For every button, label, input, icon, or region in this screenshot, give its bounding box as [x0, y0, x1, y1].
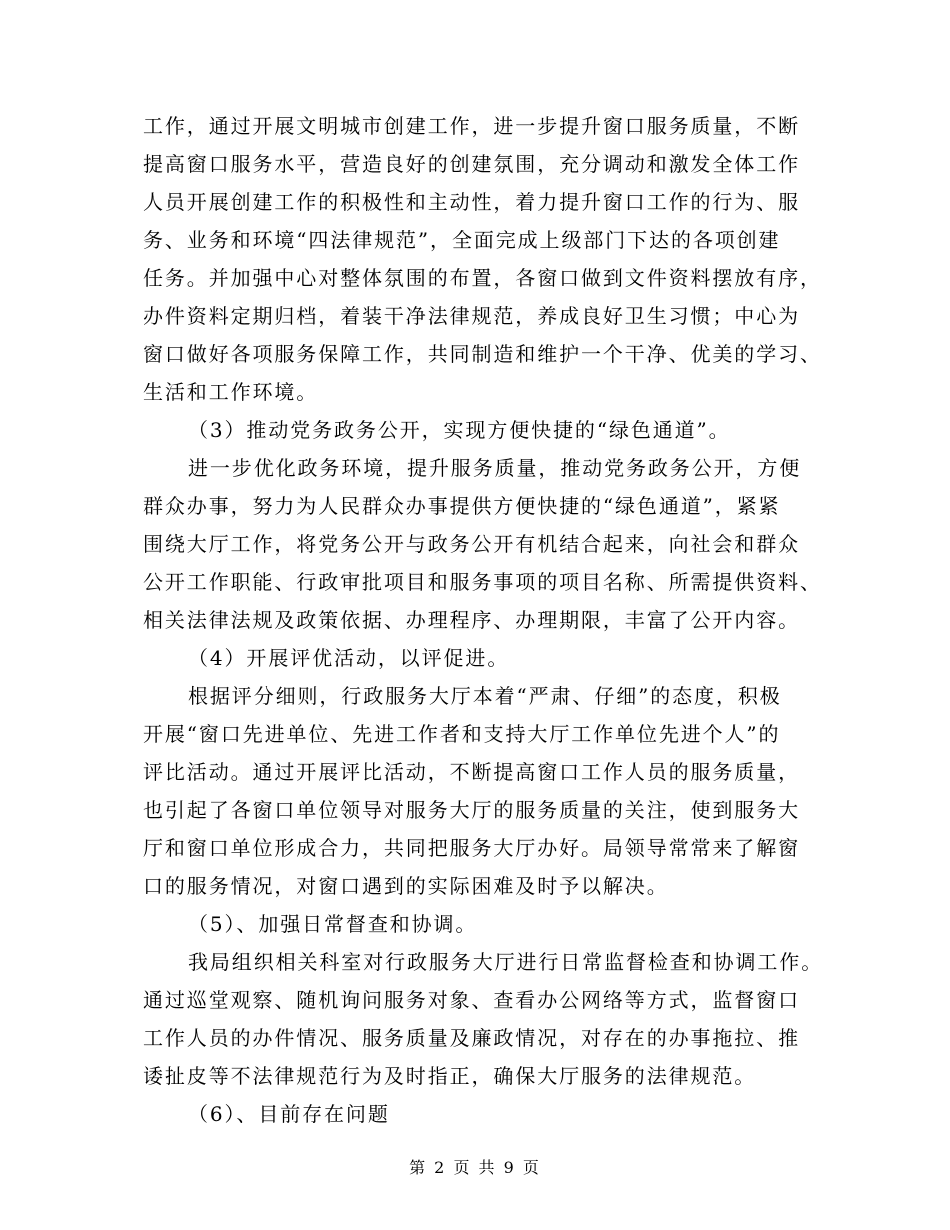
text-line: 群众办事，努力为人民群众办事提供方便快捷的“绿色通道”，紧紧: [143, 494, 781, 518]
text-line: 提高窗口服务水平，营造良好的创建氛围，充分调动和激发全体工作: [143, 152, 800, 176]
text-line: 公开工作职能、行政审批项目和服务事项的项目名称、所需提供资料、: [143, 570, 822, 594]
page-number-footer: 第 2 页 共 9 页: [409, 1158, 541, 1177]
text-line: 诿扯皮等不法律规范行为及时指正，确保大厅服务的法律规范。: [143, 1064, 757, 1088]
text-line: 工作人员的办件情况、服务质量及廉政情况，对存在的办事拖拉、推: [143, 1026, 800, 1050]
section-heading: （3）推动党务政务公开，实现方便快捷的“绿色通道”。: [188, 418, 731, 442]
text-line: 任务。并加强中心对整体氛围的布置，各窗口做到文件资料摆放有序，: [143, 266, 822, 290]
text-line: 生活和工作环境。: [143, 380, 319, 404]
text-line: 窗口做好各项服务保障工作，共同制造和维护一个干净、优美的学习、: [143, 342, 822, 366]
text-line: 开展“窗口先进单位、先进工作者和支持大厅工作单位先进个人”的: [143, 722, 781, 746]
text-line: 口的服务情况，对窗口遇到的实际困难及时予以解决。: [143, 874, 669, 898]
text-line: 厅和窗口单位形成合力，共同把服务大厅办好。局领导常常来了解窗: [143, 836, 800, 860]
text-line: 评比活动。通过开展评比活动，不断提高窗口工作人员的服务质量，: [143, 760, 800, 784]
text-line: 工作，通过开展文明城市创建工作，进一步提升窗口服务质量，不断: [143, 114, 800, 138]
section-heading: （6）、目前存在问题: [188, 1102, 390, 1126]
text-line: 我局组织相关科室对行政服务大厅进行日常监督检查和协调工作。: [188, 950, 824, 974]
text-line: 人员开展创建工作的积极性和主动性，着力提升窗口工作的行为、服: [143, 190, 800, 214]
text-line: 也引起了各窗口单位领导对服务大厅的服务质量的关注，使到服务大: [143, 798, 800, 822]
text-line: 办件资料定期归档，着装干净法律规范，养成良好卫生习惯；中心为: [143, 304, 800, 328]
text-line: 进一步优化政务环境，提升服务质量，推动党务政务公开，方便: [188, 456, 802, 480]
section-heading: （4）开展评优活动，以评促进。: [188, 646, 510, 670]
text-line: 相关法律法规及政策依据、办理程序、办理期限，丰富了公开内容。: [143, 608, 800, 632]
section-heading: （5）、加强日常督查和协调。: [188, 912, 478, 936]
text-line: 务、业务和环境“四法律规范”，全面完成上级部门下达的各项创建: [143, 228, 781, 252]
text-line: 通过巡堂观察、随机询问服务对象、查看办公网络等方式，监督窗口: [143, 988, 800, 1012]
text-line: 根据评分细则，行政服务大厅本着“严肃、仔细”的态度，积极: [188, 684, 782, 708]
text-line: 围绕大厅工作，将党务公开与政务公开有机结合起来，向社会和群众: [143, 532, 800, 556]
